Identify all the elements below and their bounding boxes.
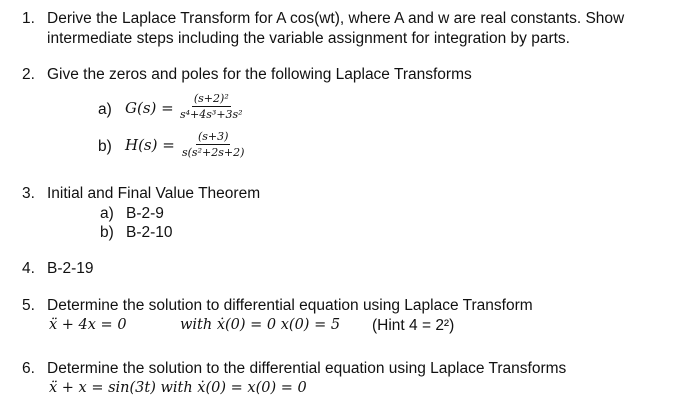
- problem-5-equation: ẍ + 4x = 0: [49, 317, 127, 333]
- problem-5-number: 5.: [22, 297, 35, 314]
- problem-6-number: 6.: [22, 360, 35, 377]
- problem-3b-label: b): [100, 224, 114, 241]
- problem-6-text: Determine the solution to the differential equation using Laplace Transforms: [47, 360, 567, 377]
- problem-2b-numerator: (s+3): [197, 130, 229, 143]
- problem-2b-lhs: H(s) =: [125, 136, 175, 154]
- problem-2a-denominator: s⁴+4s³+3s²: [180, 108, 243, 121]
- problem-1-number: 1.: [22, 10, 35, 27]
- problem-3-text: Initial and Final Value Theorem: [47, 185, 261, 202]
- problem-2a-lhs: G(s) =: [125, 99, 174, 117]
- problem-2b-fraction: [182, 130, 244, 159]
- problem-4-number: 4.: [22, 260, 35, 277]
- problem-4-text: B-2-19: [47, 260, 94, 277]
- problem-2-number: 2.: [22, 66, 35, 83]
- problem-1-line-1: Derive the Laplace Transform for A cos(wt), where A and w are real constants. Show: [47, 10, 625, 27]
- problem-3a-label: a): [100, 205, 114, 222]
- problem-2-text: Give the zeros and poles for the following Laplace Transforms: [47, 66, 472, 83]
- problem-2a-label: a): [98, 101, 112, 118]
- problem-1-line-2: intermediate steps including the variable assignment for integration by parts.: [47, 30, 570, 47]
- problem-2a-fraction: [180, 92, 243, 121]
- problem-3b-text: B-2-10: [126, 224, 173, 241]
- problem-5-conditions: with ẋ(0) = 0 x(0) = 5: [180, 317, 341, 333]
- problem-2b-denominator: s(s²+2s+2): [182, 146, 245, 159]
- problem-5-text: Determine the solution to differential equation using Laplace Transform: [47, 297, 533, 314]
- problem-6-equation: ẍ + x = sin(3t) with ẋ(0) = x(0) = 0: [49, 380, 307, 396]
- problem-2a-numerator: (s+2)²: [193, 92, 229, 105]
- problem-2b-label: b): [98, 138, 112, 155]
- problem-3a-text: B-2-9: [126, 205, 164, 222]
- problem-3-number: 3.: [22, 185, 35, 202]
- problem-5-hint: (Hint 4 = 2²): [372, 317, 455, 334]
